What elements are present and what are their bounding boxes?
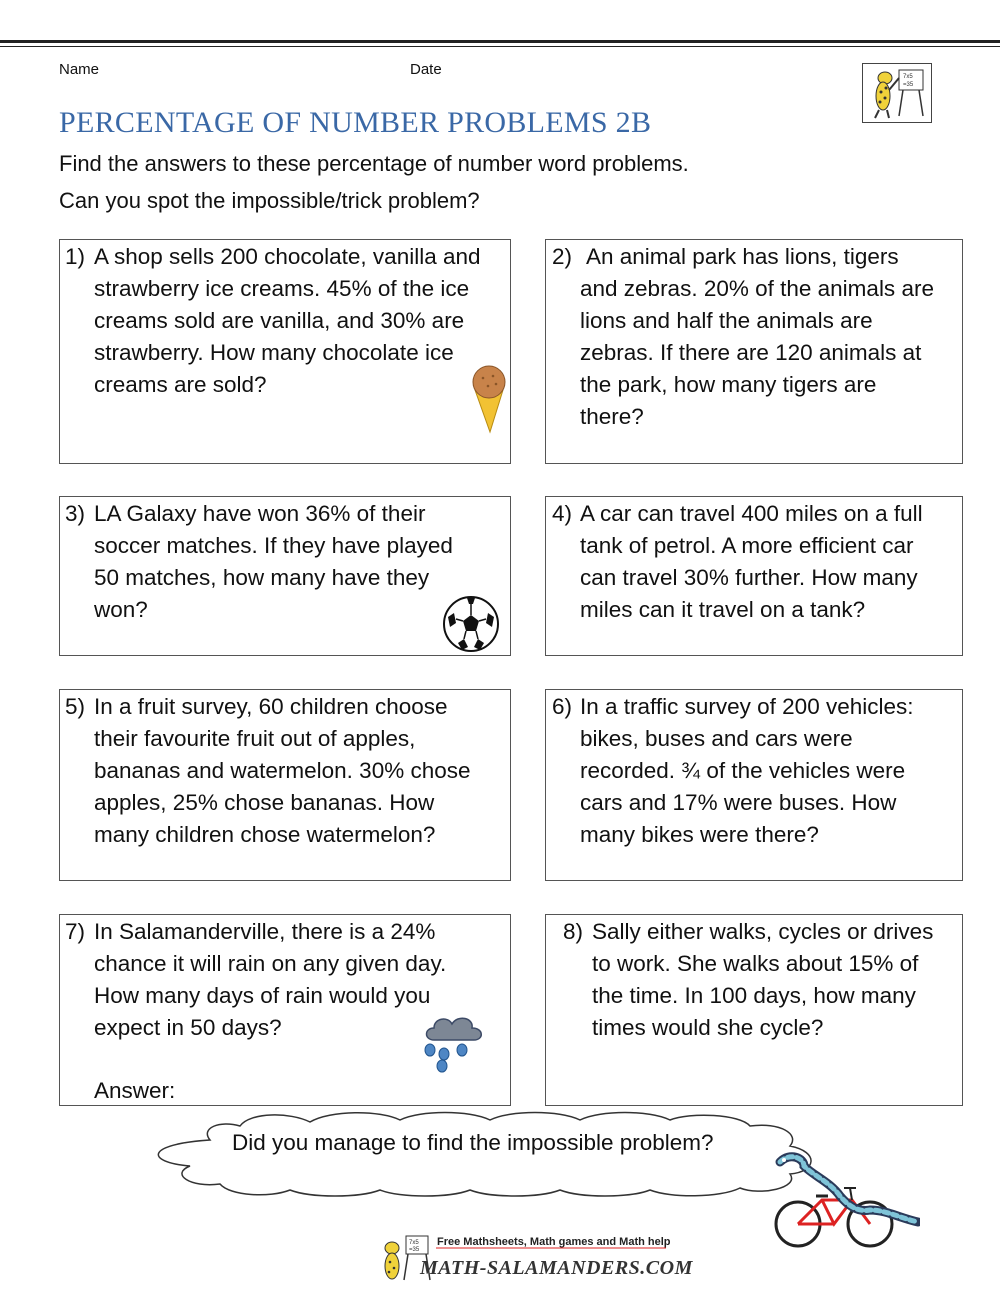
- problem-line: can travel 30% further. How many: [580, 565, 918, 590]
- problem-line: A shop sells 200 chocolate, vanilla and: [94, 244, 481, 269]
- problem-line: strawberry ice creams. 45% of the ice: [94, 276, 470, 301]
- problem-line: to work. She walks about 15% of: [592, 951, 919, 976]
- problem-text-4: [580, 498, 923, 626]
- problem-number: 2): [552, 244, 573, 269]
- problem-line: strawberry. How many chocolate ice: [94, 340, 454, 365]
- problem-number: 7): [65, 919, 86, 944]
- problem-text-1: [94, 241, 481, 401]
- svg-text:=35: =35: [409, 1247, 420, 1253]
- problem-line: creams sold are vanilla, and 30% are: [94, 308, 465, 333]
- ice-cream-icon: [466, 364, 512, 436]
- footer-site: MATH-SALAMANDERS.COM: [420, 1257, 693, 1279]
- problem-line: expect in 50 days?: [94, 1015, 282, 1040]
- problem-text-8: [592, 916, 933, 1044]
- problem-text-3: [94, 498, 453, 626]
- problem-text-6: [580, 691, 914, 851]
- problem-number: 3): [65, 501, 86, 526]
- problem-text-7: [94, 916, 446, 1044]
- problem-line: bikes, buses and cars were: [580, 726, 853, 751]
- problem-line: apples, 25% chose bananas. How: [94, 790, 435, 815]
- problem-number: 8): [563, 919, 584, 944]
- intro-line-2: Can you spot the impossible/trick problem?: [59, 188, 480, 213]
- problem-line: In a traffic survey of 200 vehicles:: [580, 694, 914, 719]
- answer-label: Answer:: [94, 1078, 176, 1103]
- problem-line: miles can it travel on a tank?: [580, 597, 866, 622]
- problem-number: 5): [65, 694, 86, 719]
- problem-line: there?: [580, 404, 644, 429]
- problem-line: and zebras. 20% of the animals are: [580, 276, 934, 301]
- problem-line: the time. In 100 days, how many: [592, 983, 916, 1008]
- problem-line: A car can travel 400 miles on a full: [580, 501, 923, 526]
- intro-line-1: Find the answers to these percentage of number word problems.: [59, 151, 689, 176]
- svg-text:7x5: 7x5: [903, 74, 913, 80]
- problem-line: lions and half the animals are: [580, 308, 873, 333]
- svg-text:7x5: 7x5: [409, 1240, 419, 1246]
- problem-line: the park, how many tigers are: [580, 372, 877, 397]
- top-rule-thick: [0, 40, 1000, 43]
- rain-cloud-icon: [418, 1010, 490, 1074]
- salamander-bike-icon: [770, 1152, 920, 1252]
- problem-line: times would she cycle?: [592, 1015, 824, 1040]
- footer-tagline: Free Mathsheets, Math games and Math help: [437, 1236, 671, 1248]
- cloud-message: Did you manage to find the impossible problem?: [232, 1130, 714, 1155]
- problem-line: zebras. If there are 120 animals at: [580, 340, 922, 365]
- problem-line: tank of petrol. A more efficient car: [580, 533, 914, 558]
- problem-text-5: [94, 691, 471, 851]
- problem-line: In a fruit survey, 60 children choose: [94, 694, 448, 719]
- problem-line: many bikes were there?: [580, 822, 819, 847]
- problem-line: chance it will rain on any given day.: [94, 951, 447, 976]
- problem-line: cars and 17% were buses. How: [580, 790, 897, 815]
- problem-number: 6): [552, 694, 573, 719]
- problem-line: many children chose watermelon?: [94, 822, 436, 847]
- problem-line: their favourite fruit out of apples,: [94, 726, 416, 751]
- problem-line: An animal park has lions, tigers: [586, 244, 899, 269]
- problem-line: Sally either walks, cycles or drives: [592, 919, 934, 944]
- problem-line: In Salamanderville, there is a 24%: [94, 919, 436, 944]
- worksheet-title: PERCENTAGE OF NUMBER PROBLEMS 2B: [59, 106, 652, 139]
- problem-line: How many days of rain would you: [94, 983, 431, 1008]
- soccer-ball-icon: [442, 595, 500, 653]
- problem-line: won?: [94, 597, 148, 622]
- svg-text:=35: =35: [903, 82, 914, 88]
- problem-text-2: [580, 241, 934, 433]
- problem-line: LA Galaxy have won 36% of their: [94, 501, 426, 526]
- problem-number: 1): [65, 244, 86, 269]
- problem-line: bananas and watermelon. 30% chose: [94, 758, 471, 783]
- name-label: Name: [59, 61, 100, 78]
- problem-line: recorded. ¾ of the vehicles were: [580, 758, 906, 783]
- date-label: Date: [410, 61, 442, 78]
- problem-line: soccer matches. If they have played: [94, 533, 453, 558]
- problem-line: creams are sold?: [94, 372, 267, 397]
- problem-number: 4): [552, 501, 573, 526]
- top-rule-thin: [0, 46, 1000, 47]
- salamander-logo: [862, 63, 932, 123]
- problem-line: 50 matches, how many have they: [94, 565, 430, 590]
